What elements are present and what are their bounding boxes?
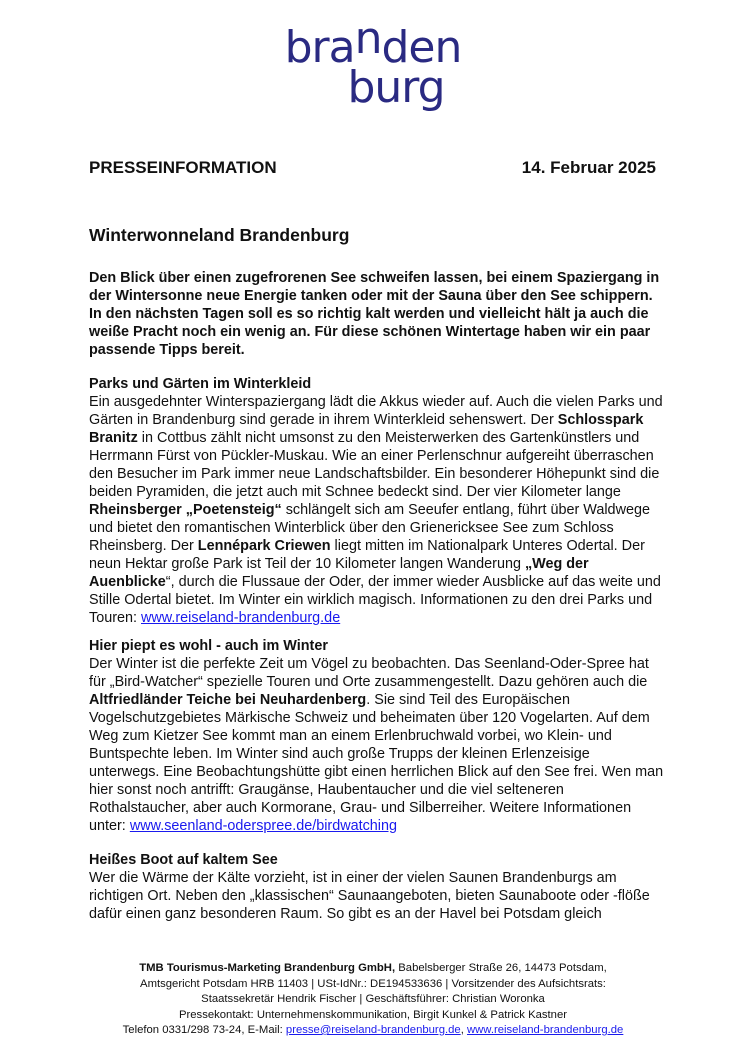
reiseland-link[interactable]: www.reiseland-brandenburg.de	[141, 610, 341, 626]
press-contact: Pressekontakt: Unternehmenskommunikation, Birgit Kunkel & Patrick Kastner	[178, 1008, 568, 1021]
section-text	[89, 655, 664, 835]
press-label: PRESSEINFORMATION	[89, 158, 277, 177]
registry-info: Amtsgericht Potsdam HRB 11403 | USt-IdNr.: DE194533636 | Vorsitzender des Aufsichtsrats:	[140, 977, 606, 990]
highlight: Altfriedländer Teiche bei Neuhardenberg	[89, 692, 367, 708]
text: in Cottbus zählt nicht umsonst zu den Meisterwerken des Gartenkünstlers und Herrmann Fürst von Pückler-Muskau. Wie an einer Perlenschnur aufgereiht überraschen den Besucher im Park immer neue Landschaftsbilder. Ein besonderer Höhepunkt sind die beiden Pyramiden, die jetzt auch mit Schnee bedeckt sind. Der vier Kilometer lange	[89, 430, 660, 500]
highlight: „Weg der Auenblicke	[89, 556, 589, 590]
logo-text: den	[381, 22, 462, 73]
company-name: TMB Tourismus-Marketing Brandenburg GmbH,	[139, 962, 396, 974]
page-title: Winterwonneland Brandenburg	[89, 225, 350, 245]
text: “, durch die Flussaue der Oder, der immer wieder Ausblicke auf das weite und Stille Odertal bietet. Im Winter ein wirklich magisch. Informationen zu den drei Parks und Touren:	[89, 574, 661, 626]
text: liegt mitten im Nationalpark Unteres Odertal. Der neun Hektar große Park ist Teil der 10 Kilometer langen Wanderung	[89, 538, 645, 572]
section-sauna	[89, 851, 664, 923]
section-heading: Parks und Gärten im Winterkleid	[89, 376, 312, 392]
highlight: Rheinsberger „Poetensteig“	[89, 502, 282, 518]
text: Der Winter ist die perfekte Zeit um Vögel zu beobachten. Das Seenland-Oder-Spree hat für „Bird-Watcher“ spezielle Touren und Orte zusammengestellt. Dazu gehören auch die	[89, 656, 649, 690]
phone-info: Telefon 0331/298 73-24, E-Mail:	[122, 1024, 286, 1036]
text: schlängelt sich am Seeufer entlang, führt über Waldwege und bietet den romantischen Winterblick über den Grienericksee See zum Schloss Rheinsberg. Der	[89, 502, 650, 554]
company-address: Babelsberger Straße 26, 14473 Potsdam,	[395, 962, 607, 974]
highlight: Schlosspark Branitz	[89, 412, 644, 446]
logo-text: n	[354, 13, 382, 64]
document-date: 14. Februar 2025	[521, 158, 656, 177]
text: . Sie sind Teil des Europäischen Vogelschutzgebietes Märkische Schweiz und beheimaten über 120 Vogelarten. Auf dem Weg zum Kietzer See kommt man an einem Erlenbruchwald vorbei, wo Klein- und Buntspechte leben. Im Winter sind auch große Trupps der kleinen Erlenzeisige unterwegs. Eine Beobachtungshütte gibt einen herrlichen Blick auf den See frei. Wen man hier sonst noch antrifft: Graugänse, Haubentaucher und die viel selteneren Rothalstaucher, aber auch Kormorane, Grau- und Silberreiher. Weitere Informationen unter:	[89, 692, 664, 834]
section-heading: Hier piept es wohl - auch im Winter	[89, 638, 328, 654]
section-parks	[89, 375, 664, 627]
website-link[interactable]: www.reiseland-brandenburg.de	[466, 1024, 624, 1036]
section-text	[89, 393, 664, 627]
separator: ,	[460, 1024, 467, 1036]
highlight: Lennépark Criewen	[197, 538, 331, 554]
document-header	[89, 158, 656, 178]
birdwatching-link[interactable]: www.seenland-oderspree.de/birdwatching	[129, 818, 397, 834]
email-link[interactable]: presse@reiseland-brandenburg.de	[285, 1024, 461, 1036]
lead-paragraph: Den Blick über einen zugefrorenen See schweifen lassen, bei einem Spaziergang in der Wintersonne neue Energie tanken oder mit der Sauna über den See schippern. In den nächsten Tagen soll es so richtig kalt werden und vielleicht hält ja auch die weiße Pracht noch ein wenig an. Für diese schönen Wintertage haben wir ein paar passende Tipps bereit.	[89, 270, 660, 358]
document-body	[89, 269, 664, 933]
section-text: Wer die Wärme der Kälte vorzieht, ist in einer der vielen Saunen Brandenburgs am richtigen Ort. Neben den „klassischen“ Saunaangeboten, bieten Saunaboote oder -flöße dafür einen ganz besonderen Raum. So gibt es an der Havel bei Potsdam gleich	[89, 870, 650, 922]
text: Ein ausgedehnter Winterspaziergang lädt die Akkus wieder auf. Auch die vielen Parks und Gärten in Brandenburg sind gerade in ihrem Winterkleid sehenswert. Der	[89, 394, 663, 428]
logo-text: burg	[347, 62, 445, 113]
section-heading: Heißes Boot auf kaltem See	[89, 852, 278, 868]
footer	[60, 961, 686, 1039]
logo-text: bra	[284, 22, 355, 73]
management-info: Staatssekretär Hendrik Fischer | Geschäftsführer: Christian Woronka	[201, 993, 545, 1005]
brandenburg-logo	[0, 13, 746, 113]
section-birds	[89, 637, 664, 835]
